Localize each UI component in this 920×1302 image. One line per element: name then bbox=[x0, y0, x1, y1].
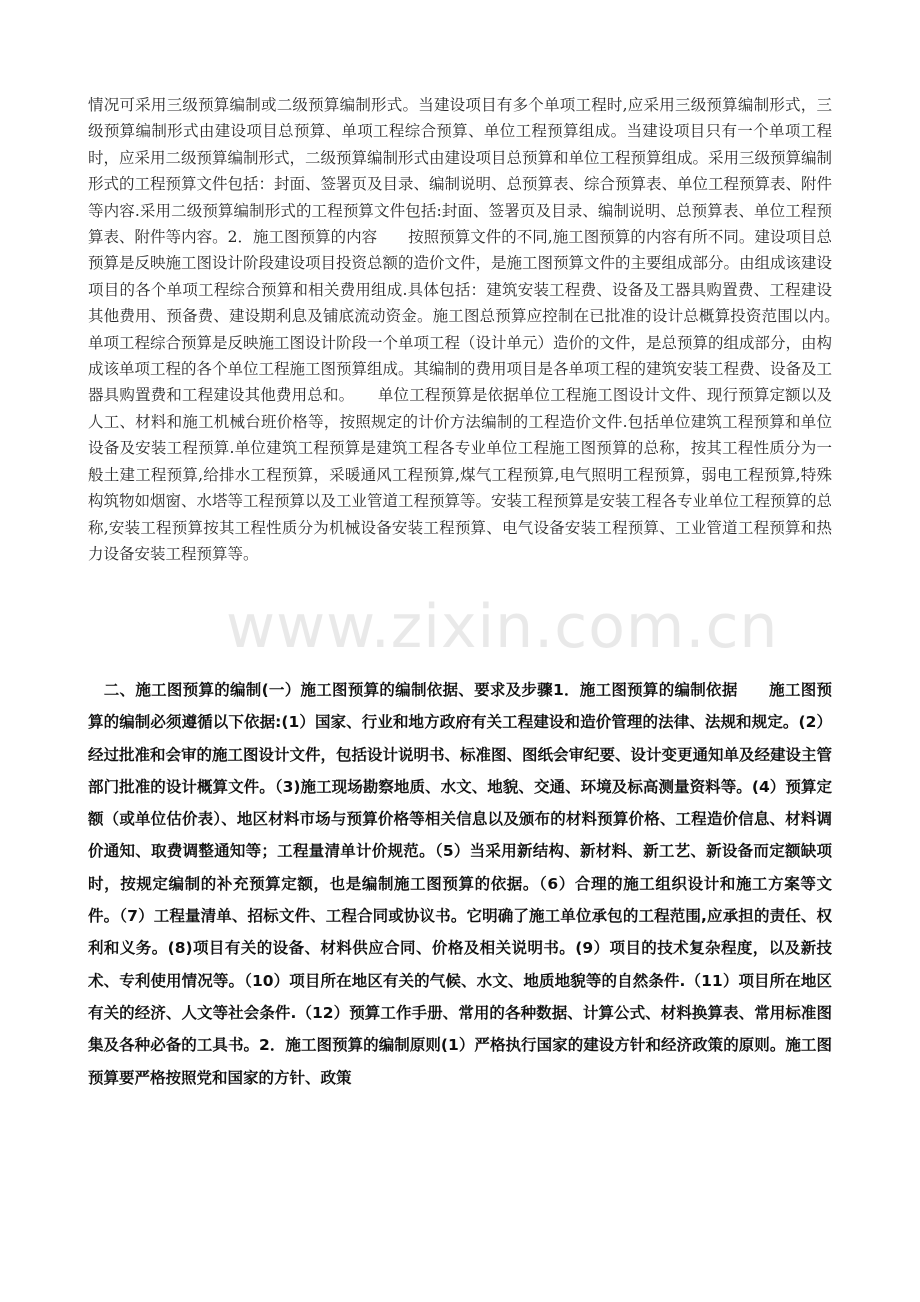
paragraph-budget-compilation: 二、施工图预算的编制(一）施工图预算的编制依据、要求及步骤1．施工图预算的编制依据 施工图预算的编制必须遵循以下依据:(1）国家、行业和地方政府有关工程建设和造价管理的法律、法规和规定。(2）经过批准和会审的施工图设计文件，包括设计说明书、标准图、图纸会审纪要、设计变更通知单及经建设主管部门批准的设计概算文件。（3)施工现场勘察地质、水文、地貌、交通、环境及标高测量资料等。(4）预算定额（或单位估价表）、地区材料市场与预算价格等相关信息以及颁布的材料预算价格、工程造价信息、材料调价通知、取费调整通知等；工程量清单计价规范。（5）当采用新结构、新材料、新工艺、新设备而定额缺项时，按规定编制的补充预算定额，也是编制施工图预算的依据。（6）合理的施工组织设计和施工方案等文件。（7）工程量清单、招标文件、工程合同或协议书。它明确了施工单位承包的工程范围,应承担的责任、权利和义务。(8)项目有关的设备、材料供应合同、价格及相关说明书。(9）项目的技术复杂程度，以及新技术、专利使用情况等。（10）项目所在地区有关的气候、水文、地质地貌等的自然条件.（11）项目所在地区有关的经济、人文等社会条件.（12）预算工作手册、常用的各种数据、计算公式、材料换算表、常用标准图集及各种必备的工具书。2．施工图预算的编制原则(1）严格执行国家的建设方针和经济政策的原则。施工图预算要严格按照党和国家的方针、政策 bbox=[88, 681, 833, 1087]
paragraph-budget-forms: 情况可采用三级预算编制或二级预算编制形式。当建设项目有多个单项工程时,应采用三级预算编制形式，三级预算编制形式由建设项目总预算、单项工程综合预算、单位工程预算组成。当建设项目只有一个单项工程时，应采用二级预算编制形式，二级预算编制形式由建设项目总预算和单位工程预算组成。采用三级预算编制形式的工程预算文件包括：封面、签署页及目录、编制说明、总预算表、综合预算表、单位工程预算表、附件等内容.采用二级预算编制形式的工程预算文件包括:封面、签署页及目录、编制说明、总预算表、单位工程预算表、附件等内容。2．施工图预算的内容 按照预算文件的不同,施工图预算的内容有所不同。建设项目总预算是反映施工图设计阶段建设项目投资总额的造价文件，是施工图预算文件的主要组成部分。由组成该建设项目的各个单项工程综合预算和相关费用组成.具体包括：建筑安装工程费、设备及工器具购置费、工程建设其他费用、预备费、建设期利息及铺底流动资金。施工图总预算应控制在已批准的设计总概算投资范围以内。 单项工程综合预算是反映施工图设计阶段一个单项工程（设计单元）造价的文件，是总预算的组成部分，由构成该单项工程的各个单位工程施工图预算组成。其编制的费用项目是各单项工程的建筑安装工程费、设备及工器具购置费和工程建设其他费用总和。 单位工程预算是依据单位工程施工图设计文件、现行预算定额以及人工、材料和施工机械台班价格等，按照规定的计价方法编制的工程造价文件.包括单位建筑工程预算和单位设备及安装工程预算.单位建筑工程预算是建筑工程各专业单位工程施工图预算的总称，按其工程性质分为一般土建工程预算,给排水工程预算，采暖通风工程预算,煤气工程预算,电气照明工程预算，弱电工程预算,特殊构筑物如烟窗、水塔等工程预算以及工业管道工程预算等。安装工程预算是安装工程各专业单位工程预算的总称,安装工程预算按其工程性质分为机械设备安装工程预算、电气设备安装工程预算、工业管道工程预算和热力设备安装工程预算等。 bbox=[88, 96, 864, 563]
watermark: www.zixin.com.cn bbox=[226, 592, 779, 662]
